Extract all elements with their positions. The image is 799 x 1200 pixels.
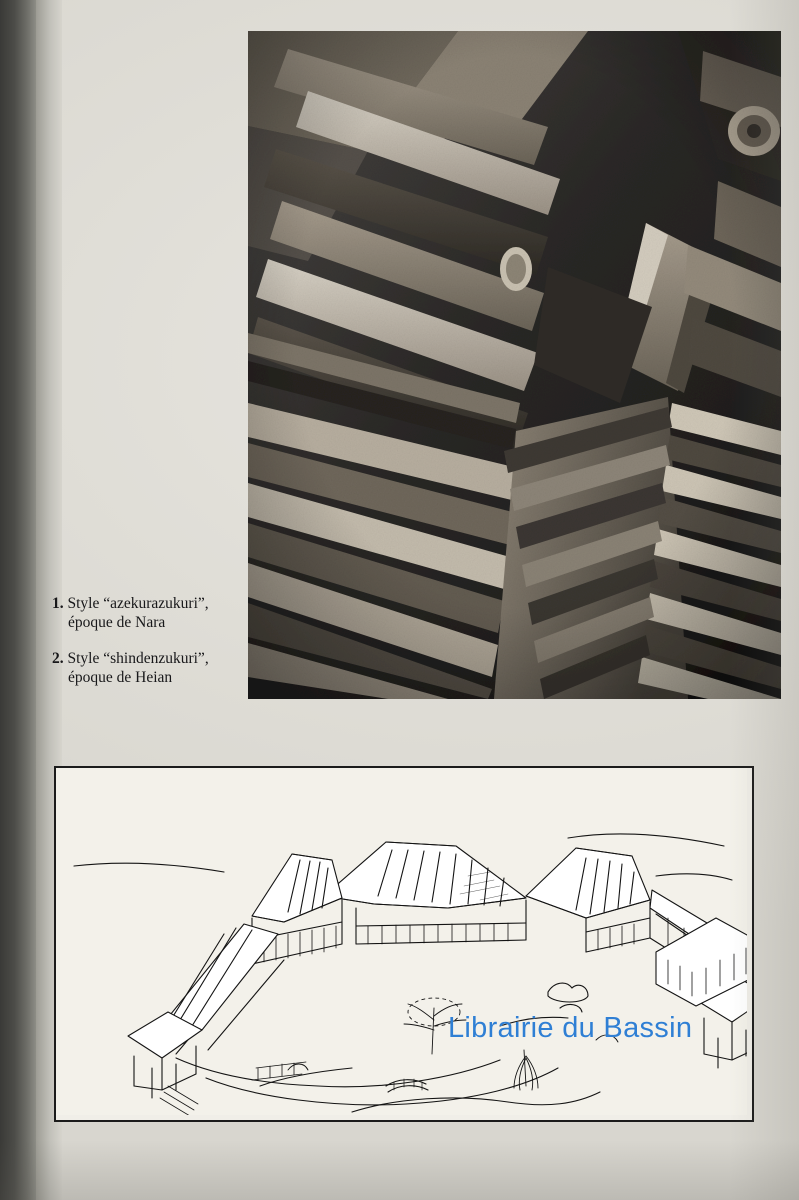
caption-1-number: 1. bbox=[52, 595, 64, 612]
book-gutter-shadow bbox=[0, 0, 36, 1200]
figure-captions bbox=[52, 595, 252, 705]
caption-1-line2: époque de Nara bbox=[68, 613, 166, 631]
figure-1-photograph bbox=[248, 31, 781, 699]
caption-1-line1: Style “azekurazukuri”, bbox=[67, 595, 209, 612]
caption-1 bbox=[52, 595, 252, 633]
azekurazukuri-roof-photo bbox=[248, 31, 781, 699]
caption-2-number: 2. bbox=[52, 649, 64, 667]
caption-2-line2: époque de Heian bbox=[68, 668, 173, 686]
caption-2-line1: Style “shindenzukuri”, bbox=[67, 649, 209, 667]
caption-2 bbox=[52, 650, 252, 688]
shindenzukuri-residence-drawing bbox=[56, 768, 747, 1115]
watermark-librairie-du-bassin: Librairie du Bassin bbox=[448, 1012, 693, 1044]
figure-2-drawing bbox=[54, 766, 754, 1122]
